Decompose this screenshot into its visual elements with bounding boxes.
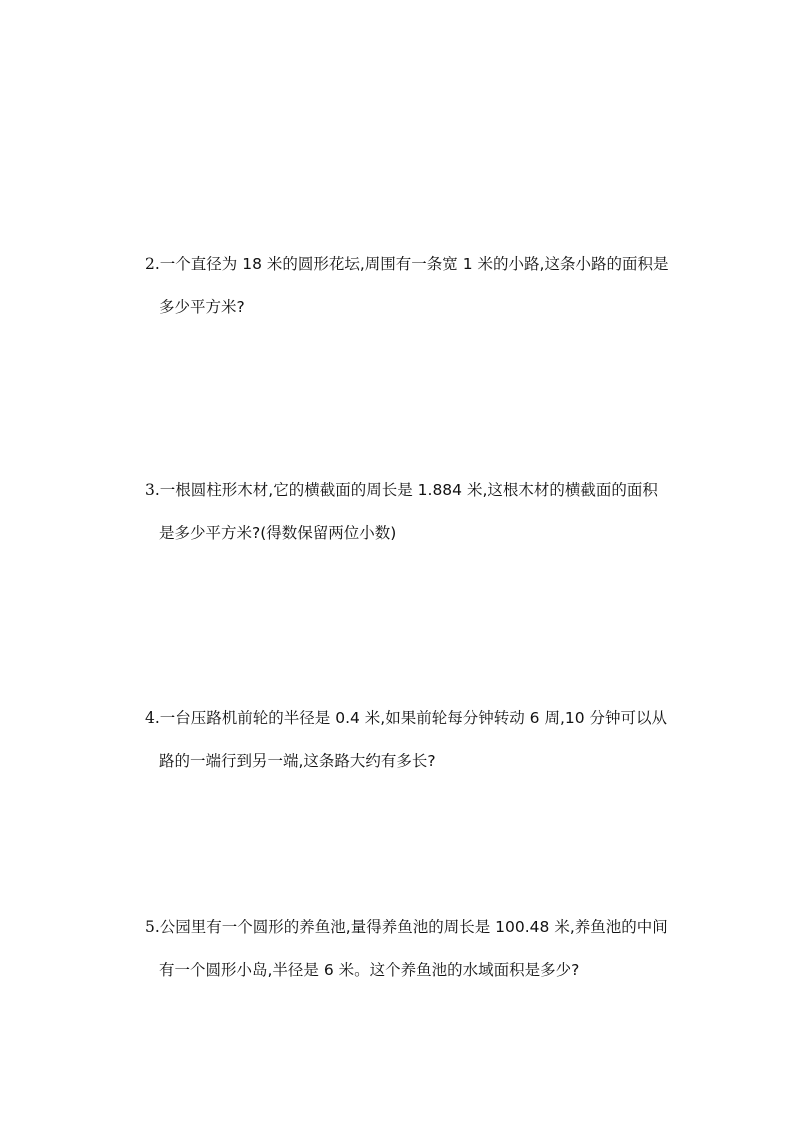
- problem-2-line-1: [145, 257, 668, 273]
- problem-5-line-1: [145, 920, 668, 936]
- problem-4-text-1: 一台压路机前轮的半径是 0.4 米,如果前轮每分钟转动 6 周,10 分钟可以从: [159, 709, 668, 727]
- problem-5-number: 5.: [145, 918, 160, 936]
- problem-3-number: 3.: [145, 481, 160, 499]
- problem-2-line-2: 多少平方米?: [159, 298, 245, 316]
- problem-5-text-1: 公园里有一个圆形的养鱼池,量得养鱼池的周长是 100.48 米,养鱼池的中间: [159, 918, 668, 936]
- problem-2-number: 2.: [145, 255, 160, 273]
- problem-2-text-1: 一个直径为 18 米的圆形花坛,周围有一条宽 1 米的小路,这条小路的面积是: [159, 255, 669, 273]
- problem-4-number: 4.: [145, 709, 160, 727]
- problem-3-line-1: [145, 483, 658, 499]
- problem-5-line-2: 有一个圆形小岛,半径是 6 米。这个养鱼池的水域面积是多少?: [159, 961, 580, 979]
- problem-3-text-1: 一根圆柱形木材,它的横截面的周长是 1.884 米,这根木材的横截面的面积: [159, 481, 658, 499]
- problem-3-line-2: 是多少平方米?(得数保留两位小数): [159, 524, 397, 542]
- problem-4-line-1: [145, 711, 667, 727]
- problem-4-line-2: 路的一端行到另一端,这条路大约有多长?: [159, 752, 436, 770]
